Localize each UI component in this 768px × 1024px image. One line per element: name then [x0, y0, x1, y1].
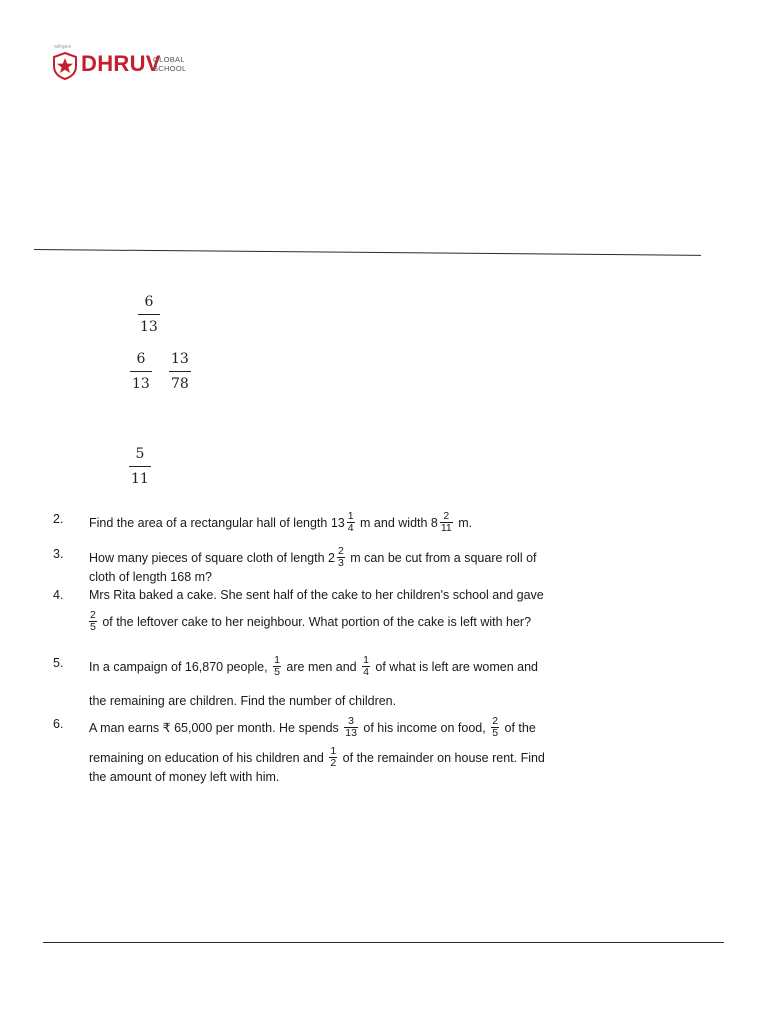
fraction-bar	[130, 371, 152, 372]
footer-divider	[43, 942, 724, 943]
fraction-denominator: 2	[330, 757, 337, 769]
question-text-part: of the remainder on house rent. Find	[339, 750, 545, 765]
inline-fraction	[337, 546, 345, 569]
fraction-denominator: 5	[274, 666, 280, 678]
logo-sub-line2: SCHOOL	[153, 64, 187, 73]
question-text-line: Mrs Rita baked a cake. She sent half of the cake to her children's school and gave	[89, 588, 544, 602]
question-number: 4.	[53, 588, 64, 602]
inline-fraction	[344, 716, 358, 739]
question-text-part: A man earns ₹ 65,000 per month. He spends	[89, 720, 343, 735]
question-text-part: of what is left are women and	[371, 659, 538, 674]
inline-fraction	[273, 655, 281, 678]
fraction-13-78	[169, 351, 191, 392]
question-number: 3.	[53, 547, 64, 561]
question-text-part: m and width	[356, 515, 431, 530]
inline-fraction	[362, 655, 370, 678]
mixed-whole: 8	[430, 515, 438, 530]
inline-fraction	[329, 746, 337, 769]
fraction-denominator: 13	[132, 376, 150, 392]
inline-fraction	[89, 610, 97, 633]
fraction-bar	[169, 371, 191, 372]
question-text	[89, 588, 593, 634]
fraction-numerator: 2	[90, 609, 96, 621]
school-logo	[52, 44, 222, 84]
inline-fraction	[440, 511, 453, 534]
question-text-part: How many pieces of square cloth of length	[89, 550, 329, 565]
question-text-line: cloth of length 168 m?	[89, 570, 212, 584]
question-text-part: In a campaign of 16,870 people,	[89, 659, 272, 674]
fraction-numerator: 3	[348, 715, 355, 727]
fraction-numerator: 6	[144, 294, 154, 310]
question-text	[89, 512, 593, 535]
fraction-numerator: 1	[347, 510, 354, 522]
fraction-numerator: 2	[443, 510, 450, 522]
fraction-denominator: 4	[347, 522, 354, 534]
question-text-part: m can be cut from a square roll of	[346, 550, 537, 565]
question-text-part: of his income on food,	[359, 720, 490, 735]
header-divider	[34, 249, 701, 256]
fraction-5-11	[129, 446, 151, 487]
question-number: 6.	[53, 717, 64, 731]
question-text	[89, 656, 593, 709]
question-text-part: remaining on education of his children and	[89, 750, 328, 765]
fraction-denominator: 11	[131, 471, 149, 487]
fraction-bar	[138, 314, 160, 315]
fraction-denominator: 5	[90, 621, 96, 633]
fraction-denominator: 11	[440, 522, 452, 534]
fraction-6-13	[138, 294, 160, 335]
question-text-part: of the leftover cake to her neighbour. What portion of the cake is left with her?	[98, 614, 532, 629]
fraction-bar	[129, 466, 151, 467]
fraction-numerator: 2	[337, 545, 344, 557]
question-text-part: are men and	[282, 659, 361, 674]
fraction-numerator: 5	[135, 446, 145, 462]
question-text	[89, 547, 593, 585]
fraction-numerator: 2	[492, 715, 499, 727]
question-text	[89, 717, 593, 785]
fraction-denominator: 13	[140, 319, 158, 335]
logo-tagline: सर्वोत्कृष्टता	[54, 44, 71, 49]
fraction-numerator: 1	[274, 654, 280, 666]
logo-sub-line1: GLOBAL	[153, 55, 185, 64]
fraction-numerator: 13	[171, 351, 189, 367]
question-number: 5.	[53, 656, 64, 670]
question-text-line: the remaining are children. Find the number of children.	[89, 694, 397, 708]
fraction-denominator: 4	[363, 666, 369, 678]
question-text-part: m.	[454, 515, 473, 530]
question-text-part: Find the area of a rectangular hall of length	[89, 515, 331, 530]
fraction-numerator: 6	[136, 351, 146, 367]
fraction-denominator: 78	[171, 376, 189, 392]
fraction-denominator: 13	[345, 727, 357, 739]
mixed-whole: 13	[330, 515, 345, 530]
fraction-6-13-second	[130, 351, 152, 392]
star-shield-icon	[52, 52, 78, 80]
question-number: 2.	[53, 512, 64, 526]
fraction-denominator: 5	[492, 727, 499, 739]
question-text-line: the amount of money left with him.	[89, 770, 280, 784]
logo-name: DHRUV	[81, 51, 161, 76]
question-text-part: of the	[501, 720, 536, 735]
inline-fraction	[491, 716, 499, 739]
fraction-denominator: 3	[337, 557, 344, 569]
mixed-whole: 2	[328, 550, 335, 565]
fraction-numerator: 1	[363, 654, 369, 666]
fraction-numerator: 1	[330, 745, 337, 757]
inline-fraction	[347, 511, 355, 534]
logo-subtitle	[153, 55, 186, 73]
